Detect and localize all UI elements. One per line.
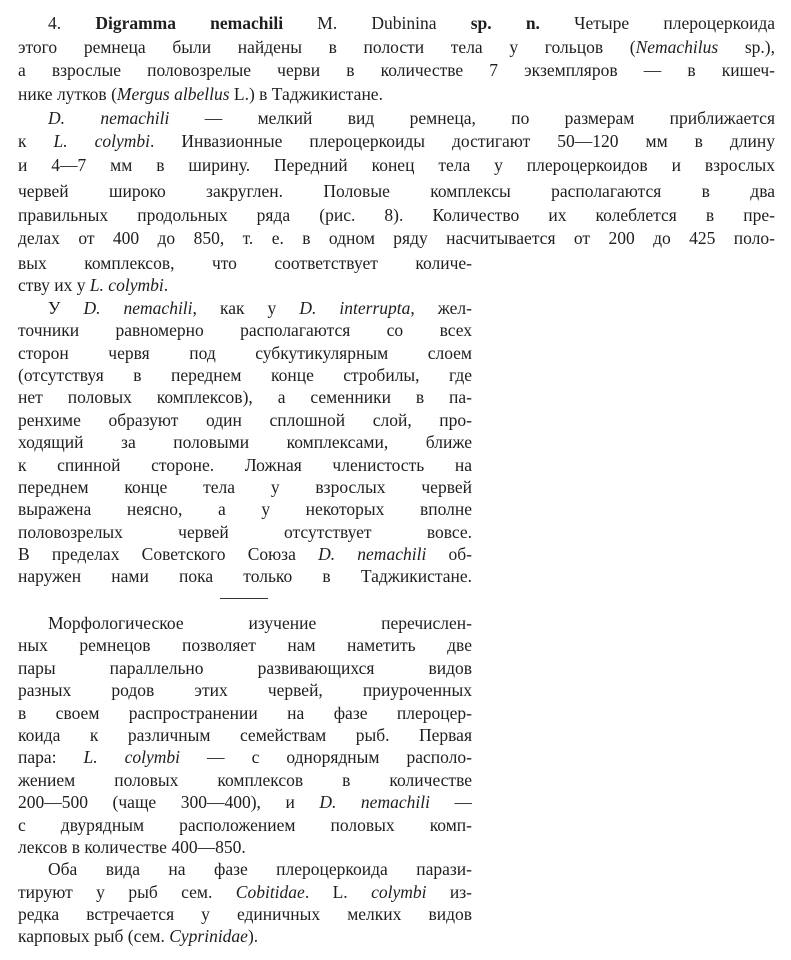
text-run: — с однорядным располо- <box>180 747 472 768</box>
text-run: нике лутков ( <box>18 84 117 105</box>
text-run: sp.), <box>718 36 775 57</box>
text-line <box>18 454 472 476</box>
italic-text: colymbi <box>371 881 427 902</box>
text-line <box>18 543 472 565</box>
species-description-paragraph <box>18 12 775 178</box>
italic-text: Cobitidae <box>235 881 305 902</box>
italic-text: D. interrupta <box>299 297 411 318</box>
text-line <box>18 36 775 60</box>
text-line <box>18 476 472 498</box>
text-line <box>18 274 472 296</box>
text-line <box>18 227 775 251</box>
text-run: к спинной стороне. Ложная членистость на <box>18 454 472 475</box>
text-run: сторон червя под субкутикулярным слоем <box>18 342 472 363</box>
italic-text: L. colymbi <box>53 131 150 152</box>
text-run: переднем конце тела у взрослых червей <box>18 476 472 497</box>
bold-text: Digramma nemachili <box>95 13 284 33</box>
italic-text: D. nemachili <box>83 297 193 318</box>
text-line <box>18 154 775 178</box>
text-line <box>18 252 472 274</box>
text-line <box>18 634 472 656</box>
text-run: и 4—7 мм в ширину. Передний конец тела у плероцеркоидов и взрослых <box>18 155 775 176</box>
text-line <box>18 903 472 925</box>
italic-text: D. nemachili <box>318 544 427 565</box>
text-run: к <box>18 131 54 152</box>
text-run: ству их у <box>18 275 90 296</box>
text-line <box>18 83 775 107</box>
text-run: (отсутствуя в переднем конце стробилы, где <box>18 364 472 385</box>
text-run: этого ремнеца были найдены в полости тела у гольцов ( <box>18 36 636 57</box>
text-run: вых комплексов, что соответствует количе- <box>18 253 472 273</box>
text-line <box>18 342 472 364</box>
text-run: коида к различным семействам рыб. Первая <box>18 724 472 745</box>
text-run: разных родов этих червей, приуроченных <box>18 680 472 701</box>
text-run: ренхиме образуют один сплошной слой, про- <box>18 409 472 430</box>
text-line <box>18 409 472 431</box>
text-run: с двурядным расположением половых комп- <box>18 814 472 835</box>
text-line <box>18 498 472 520</box>
text-line <box>18 724 472 746</box>
text-run: червей широко закруглен. Половые комплексы располагаются в два <box>18 181 775 201</box>
text-run: делах от 400 до 850, т. е. в одном ряду насчитывается от 200 до 425 поло- <box>18 228 775 249</box>
text-line <box>18 180 775 204</box>
text-run: тируют у рыб сем. <box>18 881 236 902</box>
text-line <box>18 881 472 903</box>
text-run: Морфологическое изучение перечислен- <box>48 613 472 633</box>
text-run: в своем распространении на фазе плероцер- <box>18 702 472 723</box>
italic-text: L. colymbi <box>83 747 181 768</box>
text-run: . <box>163 275 169 296</box>
text-line <box>18 858 472 880</box>
text-line <box>18 657 472 679</box>
text-run: В пределах Советского Союза <box>18 544 319 565</box>
text-line <box>18 612 472 634</box>
text-line <box>18 386 472 408</box>
italic-text: D. nemachili <box>319 792 430 813</box>
text-run: ных ремнецов позволяет нам наметить две <box>18 635 472 656</box>
text-line <box>18 836 472 858</box>
text-run: — мелкий вид ремнеца, по размерам приближается <box>169 107 775 128</box>
text-run: . L. <box>304 881 372 902</box>
reproductive-complexes-paragraph <box>18 180 775 251</box>
text-run: нет половых комплексов), а семенники в па- <box>18 387 472 408</box>
text-run: правильных продольных ряда (рис. 8). Количество их колеблется в пре- <box>18 204 775 225</box>
text-run: редка встречается у единичных мелких видов <box>18 904 472 925</box>
text-run: У <box>48 297 84 318</box>
text-run: точники равномерно располагаются со всех <box>18 320 472 341</box>
text-run: . Инвазионные плероцеркоиды достигают 50—120 мм в длину <box>149 131 775 152</box>
text-run: об- <box>426 544 472 565</box>
text-run: ходящий за половыми комплексами, ближе <box>18 432 472 453</box>
italic-text: Nemachilus <box>635 36 719 57</box>
text-line <box>18 107 775 131</box>
text-run: пара: <box>18 747 84 768</box>
text-line <box>18 12 775 36</box>
text-run: Оба вида на фазе плероцеркоида парази- <box>48 859 472 880</box>
text-run: , жел- <box>410 297 472 318</box>
text-run: 200—500 (чаще 300—400), и <box>18 792 320 813</box>
text-run: M. Dubinina <box>283 13 471 33</box>
text-line <box>18 679 472 701</box>
text-run: наружен нами пока только в Таджикистане. <box>18 566 472 587</box>
text-line <box>18 59 775 83</box>
text-run: 4. <box>48 13 96 33</box>
text-run: пары параллельно развивающихся видов <box>18 657 472 678</box>
italic-text: Mergus albellus <box>116 84 230 105</box>
morphology-conclusion-paragraph <box>18 612 472 948</box>
bold-text: sp. n. <box>470 13 540 33</box>
text-run: а взрослые половозрелые черви в количестве 7 экземпляров — в кишеч- <box>18 60 775 81</box>
text-line <box>18 431 472 453</box>
text-line <box>18 130 775 154</box>
text-line <box>18 319 472 341</box>
text-run: , как у <box>192 297 300 318</box>
text-line <box>18 791 472 813</box>
italic-text: Cyprinidae <box>169 926 248 947</box>
text-run: — <box>429 792 472 813</box>
italic-text: D. nemachili <box>48 107 170 128</box>
text-run: выражена неясно, а у некоторых вполне <box>18 499 472 520</box>
text-run: жением половых комплексов в количестве <box>18 769 472 790</box>
text-line <box>18 521 472 543</box>
text-run: ). <box>247 926 259 947</box>
italic-text: L. colymbi <box>89 275 164 296</box>
text-run: лексов в количестве 400—850. <box>18 836 246 857</box>
text-line <box>18 565 472 587</box>
text-run: карповых рыб (сем. <box>18 926 170 947</box>
text-line <box>18 702 472 724</box>
text-line <box>18 204 775 228</box>
text-run: из- <box>426 881 472 902</box>
text-line <box>18 925 472 947</box>
text-line <box>18 297 472 319</box>
text-run: Четыре плероцеркоида <box>539 13 775 33</box>
text-run: L.) в Таджикистане. <box>229 84 383 105</box>
text-run: половозрелых червей отсутствует вовсе. <box>18 521 472 542</box>
text-line <box>18 769 472 791</box>
section-divider <box>220 598 268 599</box>
narrow-column-paragraph <box>18 252 472 588</box>
text-line <box>18 814 472 836</box>
text-line <box>18 746 472 768</box>
text-line <box>18 364 472 386</box>
